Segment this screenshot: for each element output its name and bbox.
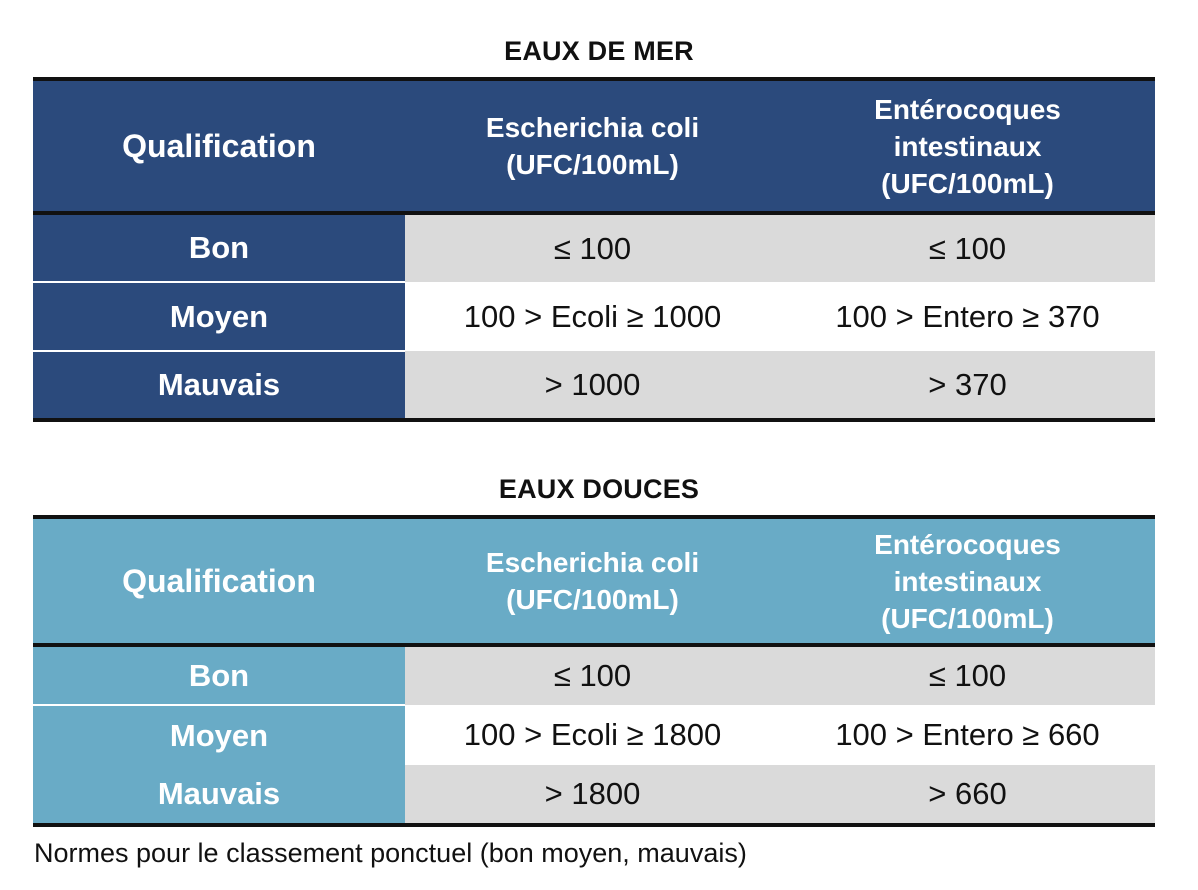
enterococci-header-unit: (UFC/100mL) (881, 167, 1054, 199)
fresh-water-table (33, 515, 1155, 827)
ecoli-value: > 1000 (405, 351, 780, 420)
table-row (33, 645, 1155, 705)
footnote: Normes pour le classement ponctuel (bon moyen, mauvais) (34, 838, 747, 868)
ecoli-value: 100 > Ecoli ≥ 1000 (405, 282, 780, 351)
ecoli-value: ≤ 100 (405, 213, 780, 282)
ecoli-header (405, 517, 780, 645)
ecoli-value: 100 > Ecoli ≥ 1800 (405, 705, 780, 765)
enterococci-header-unit: (UFC/100mL) (881, 602, 1054, 634)
ecoli-header (405, 79, 780, 213)
ecoli-header-unit: (UFC/100mL) (506, 149, 679, 180)
table-header-row (33, 79, 1155, 213)
row-label-mauvais: Mauvais (33, 765, 405, 825)
enterococci-header (780, 517, 1155, 645)
table-row (33, 705, 1155, 765)
enterococci-header-name: Entérocoques (874, 528, 1061, 560)
enterococci-value: ≤ 100 (780, 645, 1155, 705)
qualification-header: Qualification (122, 127, 316, 164)
enterococci-value: > 660 (780, 765, 1155, 825)
fresh-water-title: EAUX DOUCES (498, 474, 700, 504)
enterococci-value: 100 > Entero ≥ 660 (780, 705, 1155, 765)
enterococci-header (780, 79, 1155, 213)
enterococci-value: ≤ 100 (780, 213, 1155, 282)
sea-water-title: EAUX DE MER (504, 36, 694, 66)
row-label-moyen: Moyen (33, 282, 405, 351)
enterococci-header-name: Entérocoques (874, 93, 1061, 125)
table-row (33, 765, 1155, 825)
table-row (33, 213, 1155, 282)
ecoli-header-unit: (UFC/100mL) (506, 584, 679, 615)
table-row (33, 351, 1155, 420)
row-label-bon: Bon (33, 645, 405, 705)
ecoli-header-name: Escherichia coli (485, 112, 700, 143)
row-label-mauvais: Mauvais (33, 351, 405, 420)
enterococci-value: 100 > Entero ≥ 370 (780, 282, 1155, 351)
enterococci-value: > 370 (780, 351, 1155, 420)
enterococci-header-name-2: intestinaux (893, 565, 1042, 597)
row-label-moyen: Moyen (33, 705, 405, 765)
ecoli-header-name: Escherichia coli (485, 547, 700, 578)
table-header-row (33, 517, 1155, 645)
table-row (33, 282, 1155, 351)
qualification-header: Qualification (122, 562, 316, 599)
row-label-bon: Bon (33, 213, 405, 282)
ecoli-value: ≤ 100 (405, 645, 780, 705)
enterococci-header-name-2: intestinaux (893, 130, 1042, 162)
sea-water-table (33, 77, 1155, 422)
ecoli-value: > 1800 (405, 765, 780, 825)
